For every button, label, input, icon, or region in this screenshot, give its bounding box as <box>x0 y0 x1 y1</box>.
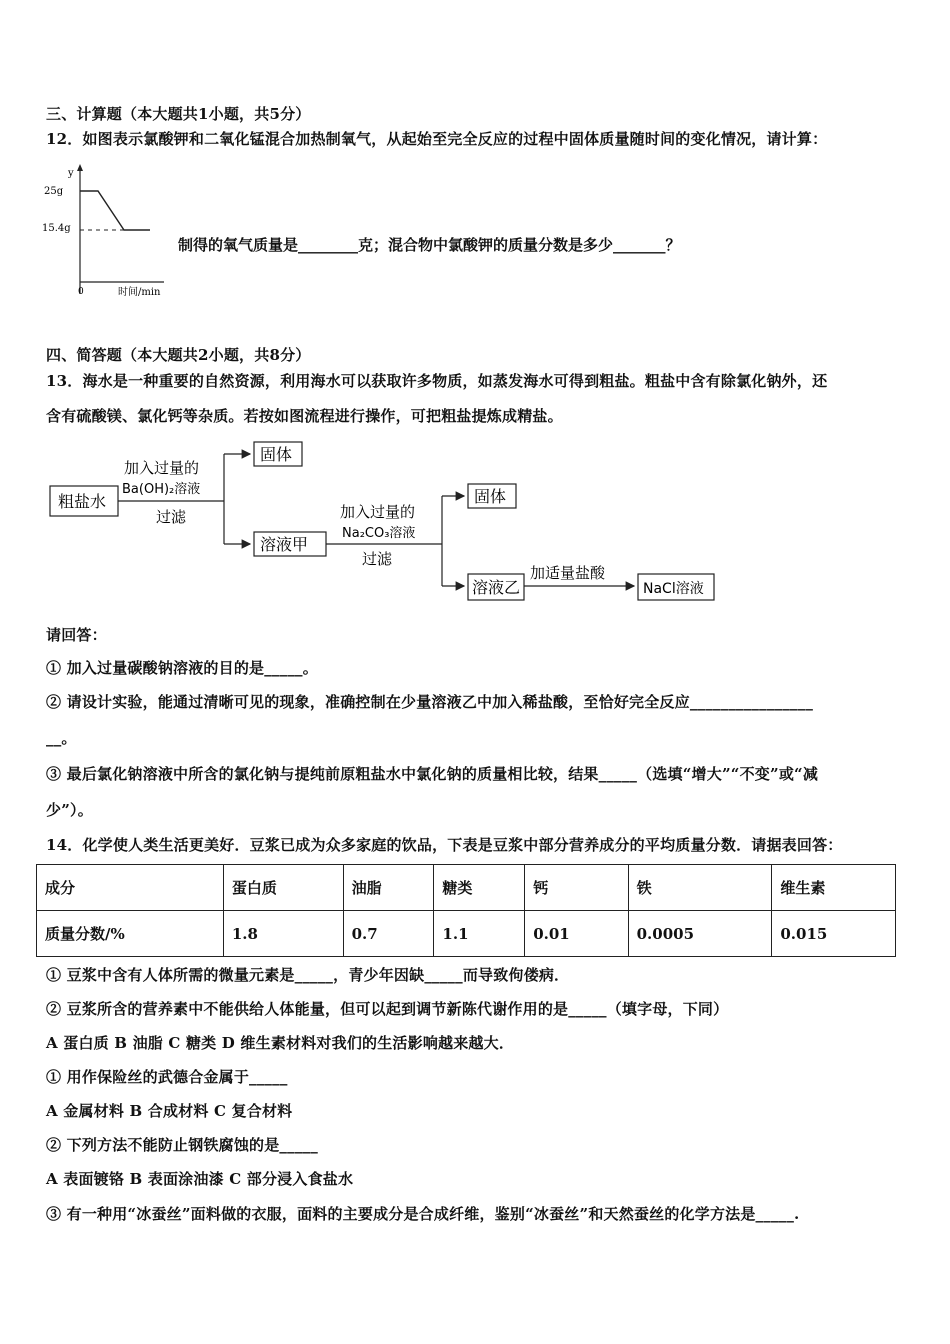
nutrition-table <box>36 864 896 957</box>
graph-y-label: y <box>68 168 74 179</box>
q14-s4: ② 下列方法不能防止钢铁腐蚀的是_____ <box>46 1136 318 1154</box>
q14-s1: ① 豆浆中含有人体所需的微量元素是_____，青少年因缺_____而导致佝偻病． <box>46 966 570 984</box>
table-cell: 钙 <box>525 865 628 911</box>
flow-step1-c: 过滤 <box>156 508 187 526</box>
flow-solid2: 固体 <box>474 487 507 506</box>
flow-step2-c: 过滤 <box>362 550 393 568</box>
purification-flowchart <box>40 438 740 610</box>
table-cell: 0.7 <box>343 911 434 957</box>
table-cell: 0.015 <box>772 911 896 957</box>
q14-s3: ① 用作保险丝的武德合金属于_____ <box>46 1068 288 1086</box>
q13-prompt: 请回答： <box>46 626 107 644</box>
q13-sub3-line1: ③ 最后氯化钠溶液中所含的氯化钠与提纯前原粗盐水中氯化钠的质量相比较，结果_____（选填“增大”“不变”或“减 <box>46 765 819 783</box>
flow-solid1: 固体 <box>260 445 293 464</box>
table-header-row <box>37 865 896 911</box>
flow-step3: 加适量盐酸 <box>530 564 606 582</box>
graph-y-arrow <box>77 164 83 171</box>
q13-sub1: ① 加入过量碳酸钠溶液的目的是_____。 <box>46 659 318 677</box>
table-cell: 0.0005 <box>628 911 772 957</box>
table-cell: 油脂 <box>343 865 434 911</box>
q14-s2: ② 豆浆所含的营养素中不能供给人体能量，但可以起到调节新陈代谢作用的是_____（填字母，下同） <box>46 1000 729 1018</box>
q12-question: 制得的氧气质量是________克；混合物中氯酸钾的质量分数是多少_______？ <box>178 236 681 254</box>
q13-sub2-line1: ② 请设计实验，能通过清晰可见的现象，准确控制在少量溶液乙中加入稀盐酸，至恰好完全反应________________ <box>46 693 814 711</box>
table-cell: 1.1 <box>434 911 525 957</box>
q14-s4-options: A 表面镀铬 B 表面涂油漆 C 部分浸入食盐水 <box>46 1170 354 1188</box>
graph-mass-curve <box>80 191 150 230</box>
table-cell: 成分 <box>37 865 224 911</box>
flow-step2-b: Na₂CO₃溶液 <box>342 526 416 541</box>
q14-stem: 14．化学使人类生活更美好．豆浆已成为众多家庭的饮品，下表是豆浆中部分营养成分的平均质量分数．请据表回答： <box>46 836 843 854</box>
table-cell: 蛋白质 <box>223 865 343 911</box>
table-cell: 糖类 <box>434 865 525 911</box>
q13-line1: 13．海水是一种重要的自然资源，利用海水可以获取许多物质，如蒸发海水可得到粗盐。粗盐中含有除氯化钠外，还 <box>46 372 828 390</box>
flow-start: 粗盐水 <box>58 492 107 511</box>
section3-heading: 三、计算题（本大题共1小题，共5分） <box>46 105 311 123</box>
q14-s3-options: A 金属材料 B 合成材料 C 复合材料 <box>46 1102 293 1120</box>
q12-stem: 12．如图表示氯酸钾和二氧化锰混合加热制氧气，从起始至完全反应的过程中固体质量随时间的变化情况，请计算： <box>46 130 828 148</box>
table-cell: 0.01 <box>525 911 628 957</box>
q14-s5: ③ 有一种用“冰蚕丝”面料做的衣服，面料的主要成分是合成纤维，鉴别“冰蚕丝”和天然蚕丝的化学方法是_____. <box>46 1205 800 1223</box>
table-cell: 1.8 <box>223 911 343 957</box>
mass-time-graph <box>40 160 180 300</box>
graph-origin: 0 <box>78 287 84 297</box>
table-row <box>37 911 896 957</box>
q13-sub3-line2: 少”）。 <box>46 801 93 819</box>
q13-sub2-line2: __。 <box>46 729 77 747</box>
flow-step1-b: Ba(OH)₂溶液 <box>122 482 201 497</box>
flow-solution-yi: 溶液乙 <box>472 578 521 597</box>
flow-solution-jia: 溶液甲 <box>260 535 309 554</box>
q14-s2-options: A 蛋白质 B 油脂 C 糖类 D 维生素材料对我们的生活影响越来越大． <box>46 1034 515 1052</box>
table-cell: 质量分数/% <box>37 911 224 957</box>
graph-x-label: 时间/min <box>118 287 161 298</box>
table-cell: 维生素 <box>772 865 896 911</box>
q13-line2: 含有硫酸镁、氯化钙等杂质。若按如图流程进行操作，可把粗盐提炼成精盐。 <box>46 407 563 425</box>
flow-final: NaCl溶液 <box>643 581 704 597</box>
section4-heading: 四、简答题（本大题共2小题，共8分） <box>46 346 311 364</box>
flow-step1-a: 加入过量的 <box>124 459 200 477</box>
graph-y-low: 15.4g <box>42 223 71 234</box>
graph-y-high: 25g <box>44 186 64 197</box>
flow-step2-a: 加入过量的 <box>340 503 416 521</box>
table-cell: 铁 <box>628 865 772 911</box>
